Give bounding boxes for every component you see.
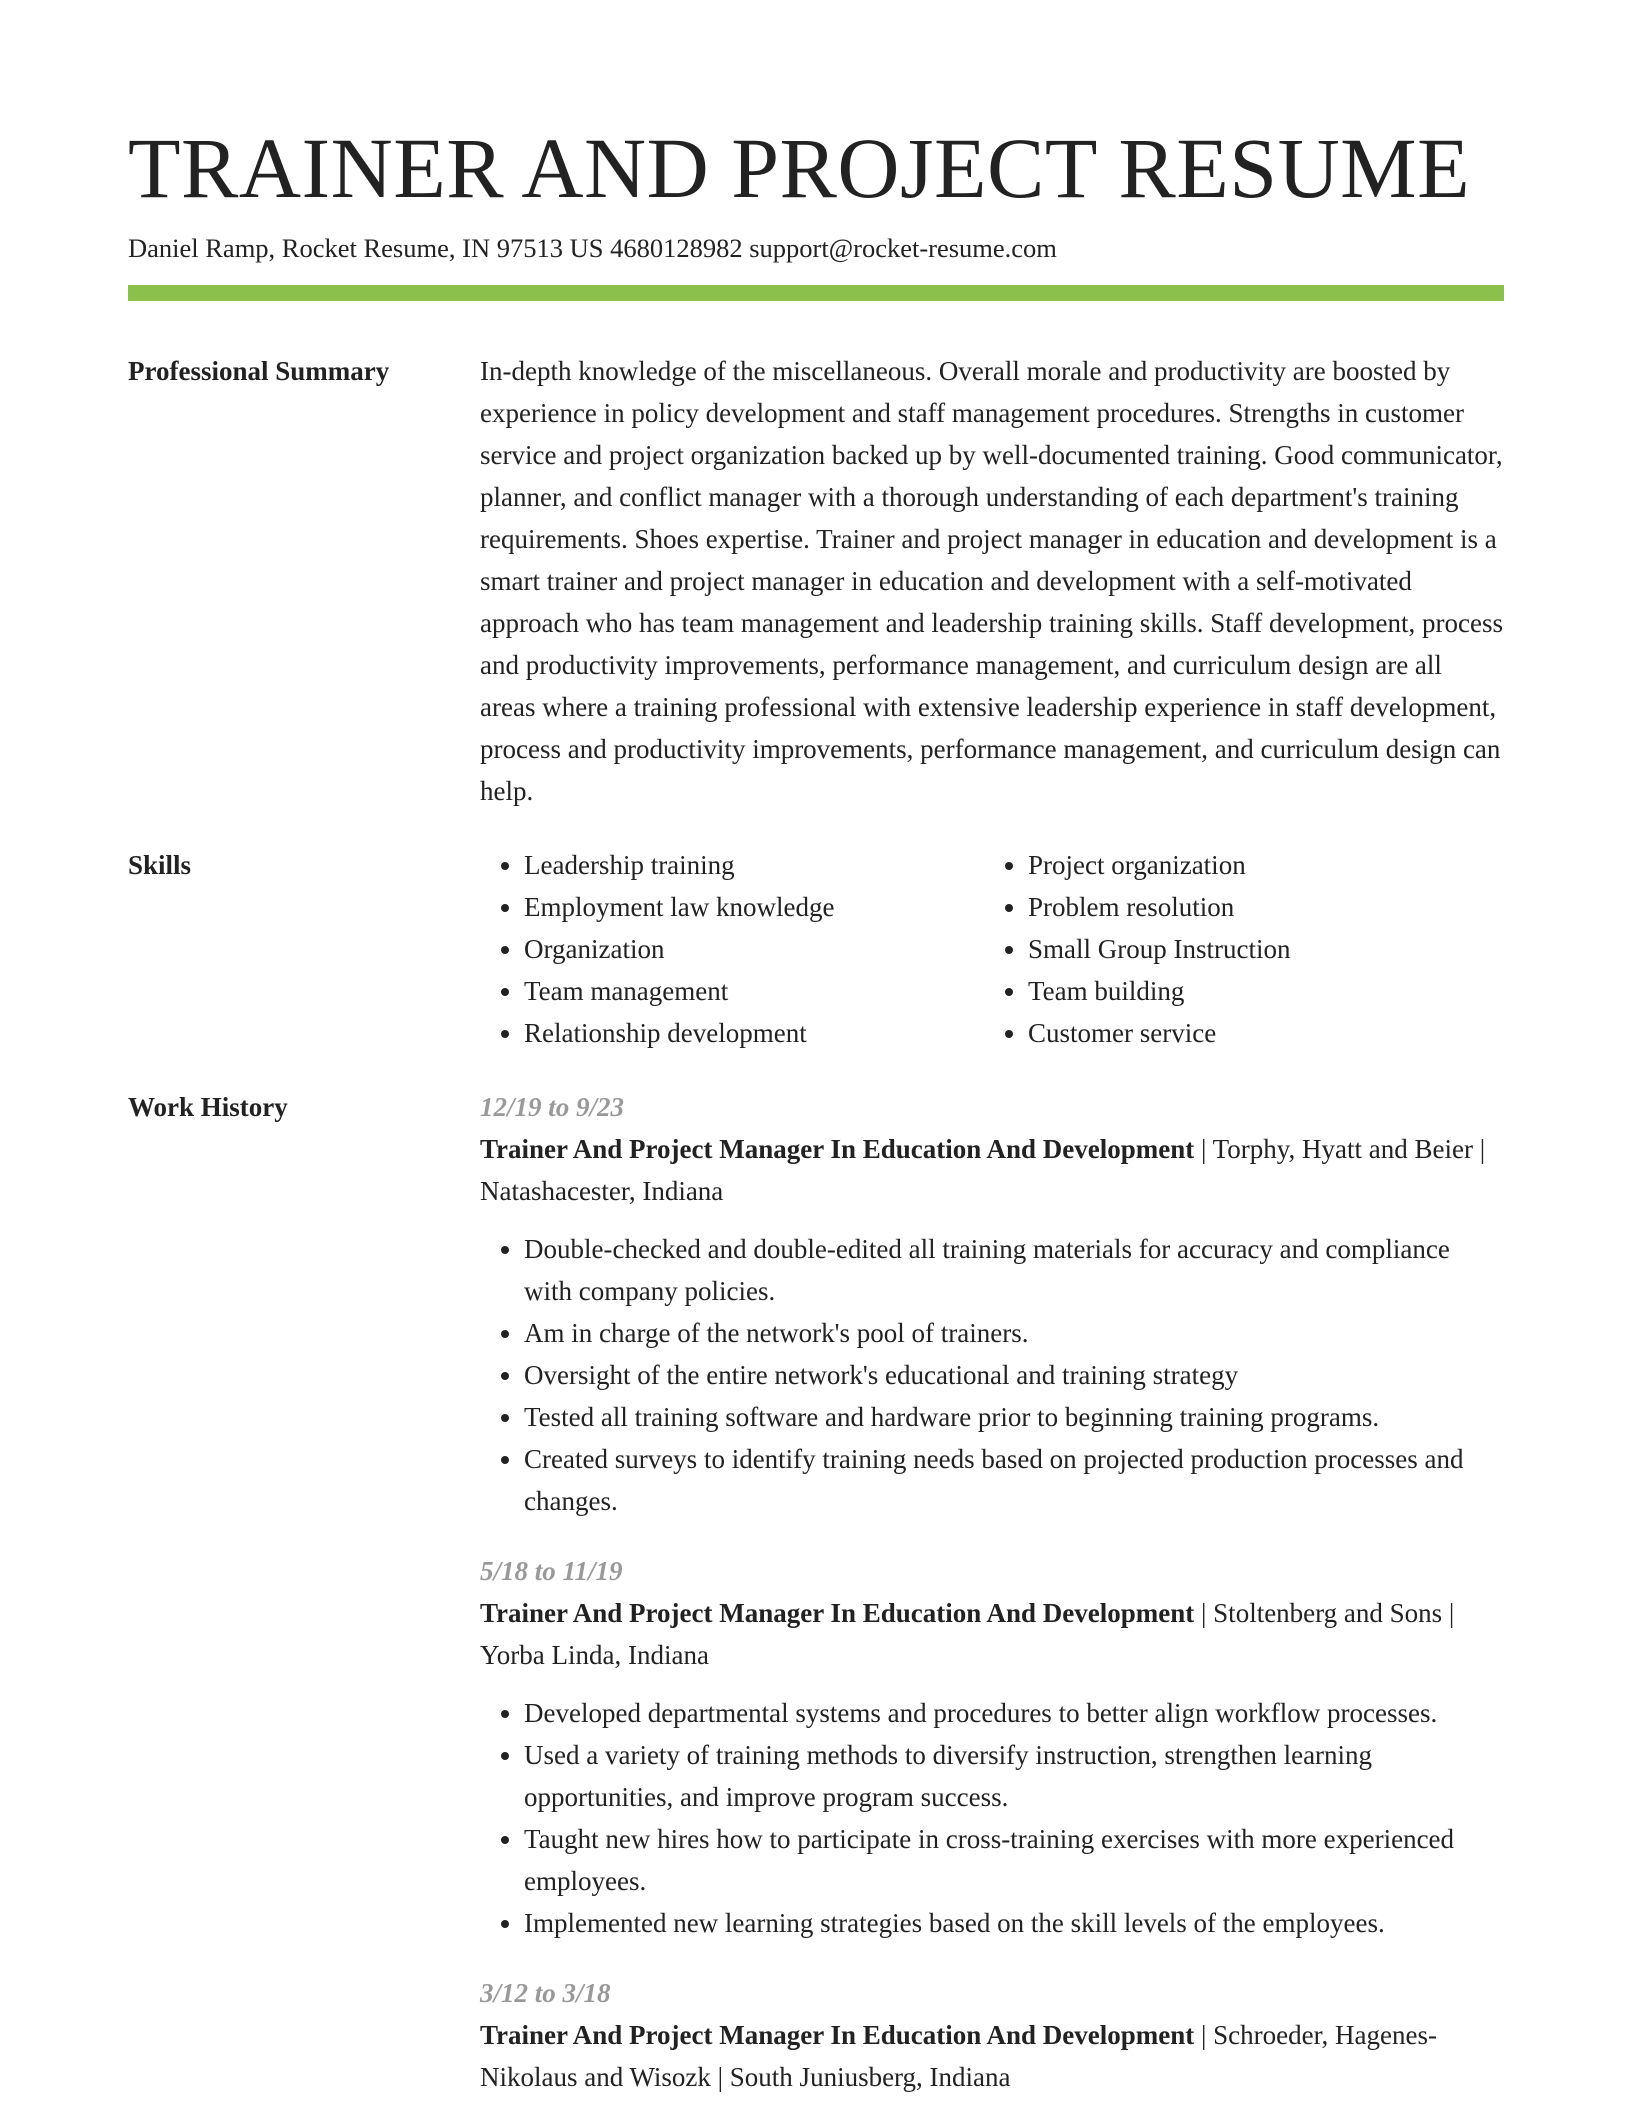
job-employer-location: | Schroeder, Hagenes-Nikolaus and Wisozk | South Juniusberg, Indiana — [480, 2020, 1437, 2092]
job-entry — [480, 1550, 1504, 1944]
resume-title: TRAINER AND PROJECT RESUME — [128, 120, 1471, 216]
job-bullet: • Double-checked and double-edited all training materials for accuracy and compliance with company policies. — [524, 1228, 1504, 1312]
job-bullet: • Taught new hires how to participate in cross-training exercises with more experienced employees. — [524, 1818, 1504, 1902]
job-date: 5/18 to 11/19 — [480, 1556, 623, 1586]
summary-body — [480, 350, 1504, 812]
section-label-work: Work History — [128, 1092, 288, 1122]
work-body — [480, 1086, 1504, 2126]
skill-item: • Relationship development — [524, 1012, 984, 1054]
job-bullets — [480, 1692, 1504, 1944]
job-heading — [480, 2014, 1504, 2098]
job-bullet: • Developed departmental systems and procedures to better align workflow processes. — [524, 1692, 1504, 1734]
skills-list-left — [480, 844, 984, 1054]
section-label-skills: Skills — [128, 850, 192, 880]
summary-text: In-depth knowledge of the miscellaneous. Overall morale and productivity are boosted by experience in policy development and staff management procedures. Strengths in customer service and project organization backed up by well-documented training. Good communicator, planner, and conflict manager with a thorough understanding of each department's training requirements. Shoes expertise. Trainer and project manager in education and development is a smart trainer and project manager in education and development with a self-motivated approach who has team management and leadership training skills. Staff development, process and productivity improvements, performance management, and curriculum design are all areas where a training professional with extensive leadership experience in staff development, process and productivity improvements, performance management, and curriculum design can help. — [480, 356, 1503, 806]
job-bullet: • Tested all training software and hardware prior to beginning training programs. — [524, 1396, 1504, 1438]
skill-item: • Small Group Instruction — [1028, 928, 1488, 970]
job-heading — [480, 1592, 1504, 1676]
skill-item: • Leadership training — [524, 844, 984, 886]
skill-item: • Team building — [1028, 970, 1488, 1012]
skill-item: • Problem resolution — [1028, 886, 1488, 928]
skill-item: • Project organization — [1028, 844, 1488, 886]
skill-item: • Customer service — [1028, 1012, 1488, 1054]
skill-item: • Team management — [524, 970, 984, 1012]
job-employer-location: | Torphy, Hyatt and Beier | Natashacester, Indiana — [480, 1134, 1486, 1206]
job-bullet: • Implemented new learning strategies based on the skill levels of the employees. — [524, 1902, 1504, 1944]
contact-line: Daniel Ramp, Rocket Resume, IN 97513 US 4680128982 support@rocket-resume.com — [128, 233, 1057, 263]
job-bullet: • Created surveys to identify training needs based on projected production processes and changes. — [524, 1438, 1504, 1522]
header-divider — [128, 285, 1504, 301]
job-title: Trainer And Project Manager In Education And Development — [480, 2020, 1195, 2050]
job-date: 3/12 to 3/18 — [480, 1978, 611, 2008]
section-label-summary: Professional Summary — [128, 356, 390, 386]
job-entry — [480, 1972, 1504, 2098]
job-heading — [480, 1128, 1504, 1212]
job-entry — [480, 1086, 1504, 1522]
job-title: Trainer And Project Manager In Education And Development — [480, 1134, 1195, 1164]
job-title: Trainer And Project Manager In Education And Development — [480, 1598, 1195, 1628]
job-bullet: • Am in charge of the network's pool of trainers. — [524, 1312, 1504, 1354]
job-bullet: • Oversight of the entire network's educational and training strategy — [524, 1354, 1504, 1396]
job-date: 12/19 to 9/23 — [480, 1092, 625, 1122]
skills-body — [480, 844, 1504, 1054]
skills-list-right — [984, 844, 1488, 1054]
skill-item: • Employment law knowledge — [524, 886, 984, 928]
skill-item: • Organization — [524, 928, 984, 970]
job-bullet: • Used a variety of training methods to diversify instruction, strengthen learning opportunities, and improve program success. — [524, 1734, 1504, 1818]
job-employer-location: | Stoltenberg and Sons | Yorba Linda, Indiana — [480, 1598, 1455, 1670]
job-bullets — [480, 1228, 1504, 1522]
